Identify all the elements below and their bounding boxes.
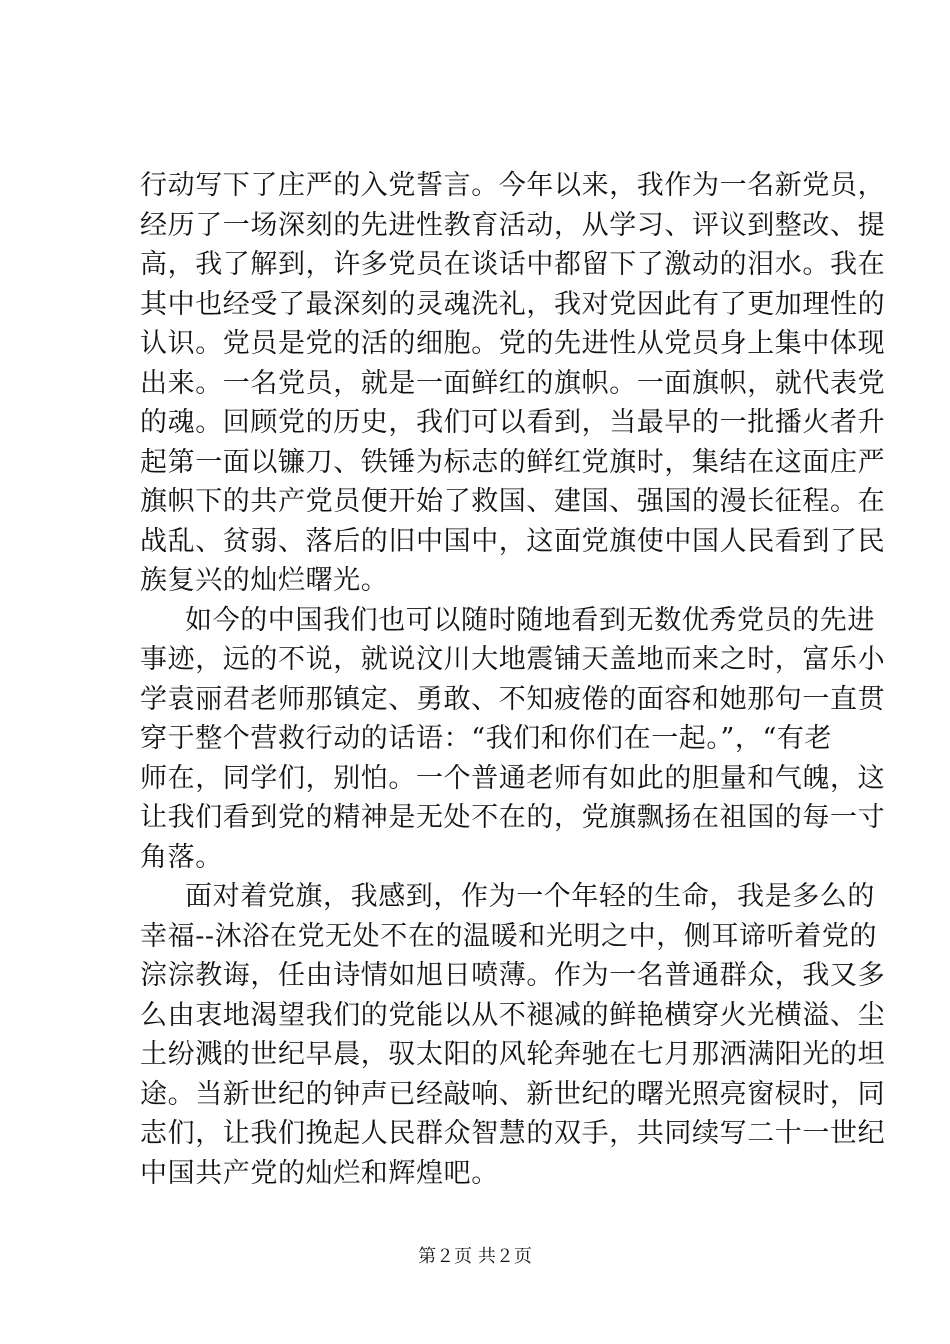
- text-line: 淙淙教诲，任由诗情如旭日喷薄。作为一名普通群众，我又多: [140, 960, 886, 991]
- text-line: 起第一面以镰刀、铁锤为标志的鲜红党旗时，集结在这面庄严: [140, 446, 886, 478]
- text-line: 幸福--沐浴在党无处不在的温暖和光明之中，侧耳谛听着党的: [140, 920, 878, 952]
- document-body: [140, 166, 886, 1193]
- paragraph: [140, 877, 886, 1193]
- page-footer: 第２页 共２页: [418, 1246, 532, 1267]
- text-line: 么由衷地渴望我们的党能以从不褪减的鲜艳横穿火光横溢、尘: [140, 999, 886, 1031]
- text-line: 认识。党员是党的活的细胞。党的先进性从党员身上集中体现: [140, 328, 886, 359]
- text-line: 的魂。回顾党的历史，我们可以看到，当最早的一批播火者升: [140, 407, 886, 438]
- text-line: 途。当新世纪的钟声已经敲响、新世纪的曙光照亮窗棂时，同: [140, 1078, 886, 1110]
- text-line: 角落。: [140, 841, 223, 873]
- text-line: 旗帜下的共产党员便开始了救国、建国、强国的漫长征程。在: [140, 486, 886, 517]
- text-line: 事迹，远的不说，就说汶川大地震铺天盖地而来之时，富乐小: [140, 644, 886, 675]
- text-line: 战乱、贫弱、落后的旧中国中，这面党旗使中国人民看到了民: [140, 525, 886, 557]
- text-line: 面对着党旗，我感到，作为一个年轻的生命，我是多么的: [185, 881, 875, 912]
- text-line: 穿于整个营救行动的话语：“我们和你们在一起。”，“有老: [140, 723, 833, 754]
- text-line: 其中也经受了最深刻的灵魂洗礼，我对党因此有了更加理性的: [140, 288, 886, 320]
- text-line: 行动写下了庄严的入党誓言。今年以来，我作为一名新党员，: [140, 170, 886, 201]
- paragraph: [140, 601, 886, 878]
- text-line: 出来。一名党员，就是一面鲜红的旗帜。一面旗帜，就代表党: [140, 367, 886, 399]
- text-line: 让我们看到党的精神是无处不在的，党旗飘扬在祖国的每一寸: [140, 802, 886, 833]
- text-line: 如今的中国我们也可以随时随地看到无数优秀党员的先进: [185, 604, 875, 636]
- text-line: 族复兴的灿烂曙光。: [140, 565, 389, 596]
- text-line: 经历了一场深刻的先进性教育活动，从学习、评议到整改、提: [140, 209, 886, 241]
- text-line: 土纷溅的世纪早晨，驭太阳的风轮奔驰在七月那洒满阳光的坦: [140, 1039, 886, 1070]
- text-line: 学袁丽君老师那镇定、勇敢、不知疲倦的面容和她那句一直贯: [140, 683, 886, 715]
- paragraph: [140, 166, 886, 601]
- text-line: 师在，同学们，别怕。一个普通老师有如此的胆量和气魄，这: [140, 762, 886, 794]
- text-line: 高，我了解到，许多党员在谈话中都留下了激动的泪水。我在: [140, 249, 886, 280]
- text-line: 志们，让我们挽起人民群众智慧的双手，共同续写二十一世纪: [140, 1118, 886, 1149]
- text-line: 中国共产党的灿烂和辉煌吧。: [140, 1157, 499, 1189]
